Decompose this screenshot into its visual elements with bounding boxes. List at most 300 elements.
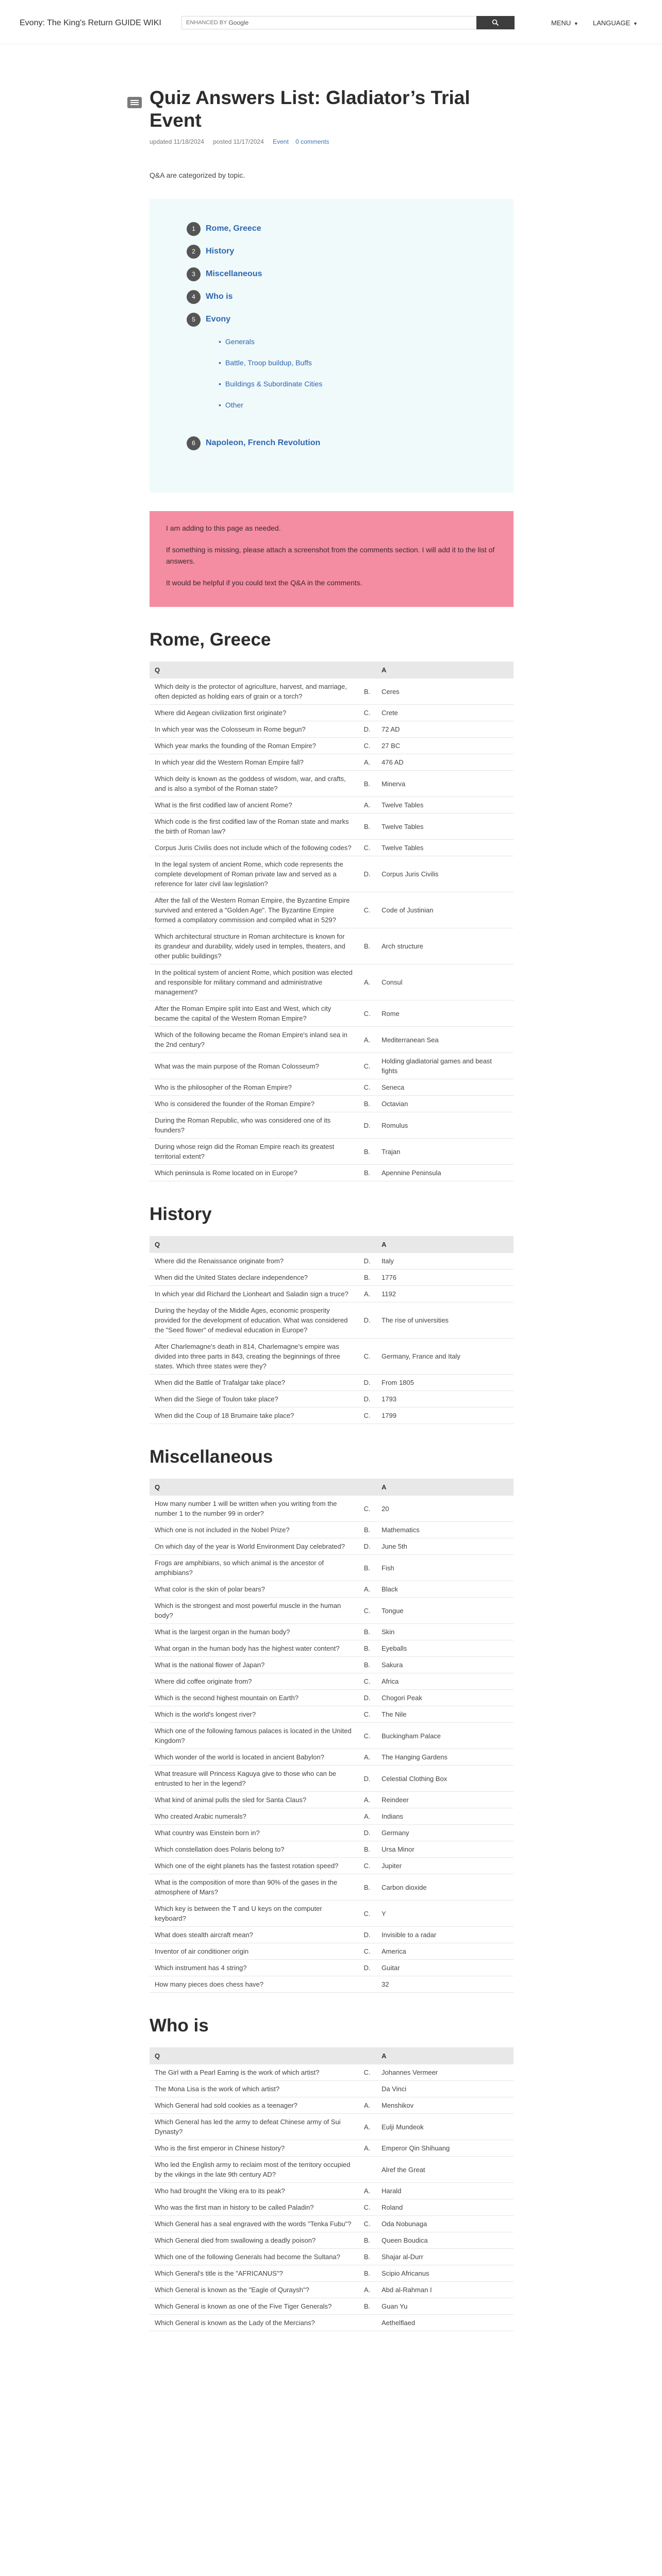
table-row	[150, 1139, 514, 1165]
table-row	[150, 1053, 514, 1079]
question-cell: In the political system of ancient Rome, which position was elected and responsible for military command and administrative management?	[150, 964, 358, 1001]
toc-item-evony[interactable]	[187, 308, 476, 331]
answer-letter-cell: A.	[358, 1749, 376, 1766]
answer-letter-cell	[358, 2315, 376, 2331]
answer-letter-cell: C.	[358, 892, 376, 928]
answer-cell: Oda Nobunaga	[376, 2216, 514, 2232]
search-button[interactable]	[476, 16, 515, 29]
question-cell: What treasure will Princess Kaguya give to those who can be entrusted to her in the legend?	[150, 1766, 358, 1792]
answer-letter-cell: D.	[358, 1690, 376, 1706]
table-row	[150, 1079, 514, 1096]
notice-paragraph: It would be helpful if you could text the Q&A in the comments.	[166, 579, 362, 587]
question-cell: Who was the first man in history to be called Paladin?	[150, 2199, 358, 2216]
answer-letter-cell: B.	[358, 2265, 376, 2282]
answer-letter-cell: B.	[358, 771, 376, 797]
question-cell: Who had brought the Viking era to its peak?	[150, 2183, 358, 2199]
answer-cell: 1192	[376, 1286, 514, 1302]
answer-letter-cell: D.	[358, 856, 376, 892]
table-row	[150, 1825, 514, 1841]
question-cell: During the Roman Republic, who was considered one of its founders?	[150, 1112, 358, 1139]
question-cell: Which General is known as the "Eagle of Quraysh"?	[150, 2282, 358, 2298]
answer-letter-cell: A.	[358, 2282, 376, 2298]
question-cell: Which is the strongest and most powerful muscle in the human body?	[150, 1598, 358, 1624]
qa-sections	[150, 630, 514, 2331]
answer-letter-cell: D.	[358, 1375, 376, 1391]
question-cell: In which year did Richard the Lionheart and Saladin sign a truce?	[150, 1286, 358, 1302]
answer-letter-cell: D.	[358, 721, 376, 738]
question-cell: What is the first codified law of ancient Rome?	[150, 797, 358, 814]
language-button[interactable]	[593, 19, 638, 27]
toc-item-history[interactable]	[187, 240, 476, 263]
question-cell: What is the largest organ in the human body?	[150, 1624, 358, 1640]
table-row	[150, 797, 514, 814]
table-row	[150, 1581, 514, 1598]
answer-cell: Roland	[376, 2199, 514, 2216]
answer-cell: Guan Yu	[376, 2298, 514, 2315]
question-cell: Which code is the first codified law of the Roman state and marks the birth of Roman law?	[150, 814, 358, 840]
notice-paragraph: I am adding to this page as needed.	[166, 524, 281, 532]
answer-cell: Trajan	[376, 1139, 514, 1165]
answer-cell: Jupiter	[376, 1858, 514, 1874]
answer-cell: The rise of universities	[376, 1302, 514, 1338]
table-row	[150, 1555, 514, 1581]
answer-cell: 32	[376, 1976, 514, 1993]
toc-subitem-buildings-subordinate-cities[interactable]: • Buildings & Subordinate Cities	[219, 373, 476, 394]
table-row	[150, 2265, 514, 2282]
question-cell: When did the United States declare independence?	[150, 1269, 358, 1286]
answer-cell: Eyeballs	[376, 1640, 514, 1657]
answer-letter-cell: C.	[358, 1079, 376, 1096]
answer-letter-cell: D.	[358, 1391, 376, 1408]
toc-item-who-is[interactable]	[187, 285, 476, 308]
answer-cell: Twelve Tables	[376, 797, 514, 814]
table-row	[150, 2249, 514, 2265]
answer-letter-cell: D.	[358, 1253, 376, 1269]
answer-cell: Holding gladiatorial games and beast fights	[376, 1053, 514, 1079]
question-cell: After the Roman Empire split into East and West, which city became the capital of the Western Roman Empire?	[150, 1001, 358, 1027]
answer-letter-cell: B.	[358, 1139, 376, 1165]
posted-date: posted 11/17/2024	[213, 138, 264, 145]
table-row	[150, 705, 514, 721]
table-row	[150, 2216, 514, 2232]
table-row	[150, 1253, 514, 1269]
answer-cell: Emperor Qin Shihuang	[376, 2140, 514, 2157]
answer-cell: Mediterranean Sea	[376, 1027, 514, 1053]
toc-number: 1	[187, 222, 201, 236]
table-row	[150, 2064, 514, 2081]
answer-letter-cell: D.	[358, 1825, 376, 1841]
question-cell: Corpus Juris Civilis does not include which of the following codes?	[150, 840, 358, 856]
question-cell: Which General is known as the Lady of the Mercians?	[150, 2315, 358, 2331]
answer-letter-cell: C.	[358, 1001, 376, 1027]
answer-letter-cell: A.	[358, 1792, 376, 1808]
answer-cell: Germany, France and Italy	[376, 1338, 514, 1375]
answer-letter-cell: A.	[358, 1808, 376, 1825]
question-cell: Which deity is the protector of agriculture, harvest, and marriage, often depicted as holding ears of grain or a torch?	[150, 679, 358, 705]
answer-letter-cell: B.	[358, 1624, 376, 1640]
table-row	[150, 1538, 514, 1555]
article	[150, 44, 514, 2331]
answer-letter-cell: A.	[358, 1581, 376, 1598]
table-row	[150, 2140, 514, 2157]
toc-label: Rome, Greece	[206, 224, 261, 233]
answer-cell: Guitar	[376, 1960, 514, 1976]
answer-letter-cell: A.	[358, 754, 376, 771]
section-heading-history: History	[150, 1204, 212, 1224]
table-row	[150, 2282, 514, 2298]
answer-letter-cell: C.	[358, 1598, 376, 1624]
answer-letter-cell: D.	[358, 1538, 376, 1555]
answer-cell: 1793	[376, 1391, 514, 1408]
table-row	[150, 1841, 514, 1858]
section-heading-miscellaneous: Miscellaneous	[150, 1447, 273, 1467]
answer-letter-cell: D.	[358, 1960, 376, 1976]
toc-subitem-battle-troop-buildup-buffs[interactable]: • Battle, Troop buildup, Buffs	[219, 352, 476, 373]
table-row	[150, 721, 514, 738]
question-cell: During whose reign did the Roman Empire reach its greatest territorial extent?	[150, 1139, 358, 1165]
table-row	[150, 840, 514, 856]
table-header-row	[150, 1479, 514, 1496]
table-row	[150, 1112, 514, 1139]
question-cell: Which constellation does Polaris belong to?	[150, 1841, 358, 1858]
answer-letter-cell: C.	[358, 1706, 376, 1723]
answer-letter-cell: B.	[358, 1522, 376, 1538]
answer-letter-cell: D.	[358, 1766, 376, 1792]
answer-cell: Shajar al-Durr	[376, 2249, 514, 2265]
question-cell: What color is the skin of polar bears?	[150, 1581, 358, 1598]
question-cell: The Girl with a Pearl Earring is the work of which artist?	[150, 2064, 358, 2081]
answer-cell: Menshikov	[376, 2097, 514, 2114]
question-cell: What does stealth aircraft mean?	[150, 1927, 358, 1943]
answer-letter-cell: C.	[358, 1673, 376, 1690]
toc-number: 4	[187, 290, 201, 304]
table-row	[150, 1496, 514, 1522]
answer-letter-cell: C.	[358, 1053, 376, 1079]
toc-label: Who is	[206, 292, 233, 301]
table-row	[150, 1874, 514, 1901]
site-title[interactable]: Evony: The King's Return GUIDE WIKI	[20, 19, 161, 27]
answer-letter-cell: D.	[358, 1302, 376, 1338]
question-cell: Who is considered the founder of the Roman Empire?	[150, 1096, 358, 1112]
answer-letter-cell: B.	[358, 1640, 376, 1657]
answer-letter-cell: D.	[358, 1927, 376, 1943]
answer-cell: Indians	[376, 1808, 514, 1825]
answer-letter-cell: A.	[358, 2097, 376, 2114]
search-brand: Google	[228, 19, 249, 26]
answer-letter-cell: B.	[358, 814, 376, 840]
answer-cell: Italy	[376, 1253, 514, 1269]
qa-table-rome-greece	[150, 662, 514, 1181]
question-cell: When did the Coup of 18 Brumaire take place?	[150, 1408, 358, 1424]
toc-number: 2	[187, 245, 201, 259]
toc-subitem-generals[interactable]: • Generals	[219, 331, 476, 352]
question-cell: Who created Arabic numerals?	[150, 1808, 358, 1825]
menu-label: MENU	[551, 19, 571, 27]
answer-cell: Twelve Tables	[376, 814, 514, 840]
table-header-row	[150, 2047, 514, 2064]
question-cell: After Charlemagne's death in 814, Charlemagne's empire was divided into three parts in 843, creating the beginnings of three states. Which three states were they?	[150, 1338, 358, 1375]
question-cell: In which year was the Colosseum in Rome begun?	[150, 721, 358, 738]
page-title: Quiz Answers List: Gladiator’s Trial Event	[150, 87, 470, 131]
question-cell: How many pieces does chess have?	[150, 1976, 358, 1993]
answer-cell: Rome	[376, 1001, 514, 1027]
column-header-answer: A	[376, 662, 514, 679]
category-link[interactable]: Event	[273, 138, 289, 145]
question-cell: Which one of the eight planets has the fastest rotation speed?	[150, 1858, 358, 1874]
answer-cell: Eulji Mundeok	[376, 2114, 514, 2140]
column-header-question: Q	[150, 2047, 358, 2064]
answer-cell: Tongue	[376, 1598, 514, 1624]
table-row	[150, 1640, 514, 1657]
answer-cell: Africa	[376, 1673, 514, 1690]
search-input[interactable]	[181, 16, 476, 29]
table-row	[150, 1901, 514, 1927]
question-cell: During the heyday of the Middle Ages, economic prosperity provided for the development of education. What was considered the "Seed flower" of medieval education in Europe?	[150, 1302, 358, 1338]
toc-item-rome-greece[interactable]	[187, 217, 476, 240]
answer-cell: Corpus Juris Civilis	[376, 856, 514, 892]
answer-cell: 476 AD	[376, 754, 514, 771]
question-cell: Who is the first emperor in Chinese history?	[150, 2140, 358, 2157]
table-row	[150, 754, 514, 771]
toc-subitem-other[interactable]: • Other	[219, 394, 476, 415]
table-row	[150, 1657, 514, 1673]
column-header-answer: A	[376, 2047, 514, 2064]
table-row	[150, 1673, 514, 1690]
question-cell: Which one of the following Generals had become the Sultana?	[150, 2249, 358, 2265]
question-cell: In which year did the Western Roman Empire fall?	[150, 754, 358, 771]
question-cell: What is the national flower of Japan?	[150, 1657, 358, 1673]
answer-cell: 72 AD	[376, 721, 514, 738]
answer-cell: 1776	[376, 1269, 514, 1286]
table-row	[150, 679, 514, 705]
answer-letter-cell: C.	[358, 2064, 376, 2081]
question-cell: Which General has a seal engraved with the words "Tenka Fubu"?	[150, 2216, 358, 2232]
table-row	[150, 1690, 514, 1706]
search-prefix: ENHANCED BY	[186, 20, 227, 26]
question-cell: Which of the following became the Roman Empire's inland sea in the 2nd century?	[150, 1027, 358, 1053]
answer-cell: 27 BC	[376, 738, 514, 754]
column-header-letter	[358, 1479, 376, 1496]
site-header	[0, 0, 662, 44]
table-of-contents	[150, 199, 514, 493]
answer-letter-cell: C.	[358, 1408, 376, 1424]
table-row	[150, 2298, 514, 2315]
answer-letter-cell: A.	[358, 2183, 376, 2199]
table-row	[150, 1706, 514, 1723]
table-row	[150, 1338, 514, 1375]
table-row	[150, 2114, 514, 2140]
answer-letter-cell: A.	[358, 964, 376, 1001]
table-row	[150, 814, 514, 840]
answer-letter-cell: C.	[358, 1901, 376, 1927]
article-icon	[127, 97, 142, 108]
table-row	[150, 2315, 514, 2331]
question-cell: Which is the second highest mountain on Earth?	[150, 1690, 358, 1706]
column-header-letter	[358, 662, 376, 679]
table-row	[150, 1027, 514, 1053]
table-row	[150, 1976, 514, 1993]
answer-cell: Chogori Peak	[376, 1690, 514, 1706]
answer-cell: Minerva	[376, 771, 514, 797]
question-cell: Which General is known as one of the Five Tiger Generals?	[150, 2298, 358, 2315]
column-header-question: Q	[150, 1479, 358, 1496]
question-cell: What was the main purpose of the Roman Colosseum?	[150, 1053, 358, 1079]
comments-link[interactable]: 0 comments	[295, 138, 329, 145]
question-cell: Which one of the following famous palaces is located in the United Kingdom?	[150, 1723, 358, 1749]
answer-cell: Alref the Great	[376, 2157, 514, 2183]
answer-cell: America	[376, 1943, 514, 1960]
column-header-answer: A	[376, 1236, 514, 1253]
toc-label: Evony	[206, 315, 231, 324]
table-row	[150, 2081, 514, 2097]
section-heading-who-is: Who is	[150, 2015, 209, 2036]
question-cell: Frogs are amphibians, so which animal is the ancestor of amphibians?	[150, 1555, 358, 1581]
answer-letter-cell: C.	[358, 1496, 376, 1522]
table-row	[150, 1408, 514, 1424]
answer-cell: Twelve Tables	[376, 840, 514, 856]
answer-cell: Celestial Clothing Box	[376, 1766, 514, 1792]
table-row	[150, 1375, 514, 1391]
answer-cell: Carbon dioxide	[376, 1874, 514, 1901]
answer-cell: Ursa Minor	[376, 1841, 514, 1858]
table-row	[150, 964, 514, 1001]
table-row	[150, 2097, 514, 2114]
answer-letter-cell: B.	[358, 1165, 376, 1181]
answer-cell: Code of Justinian	[376, 892, 514, 928]
table-row	[150, 856, 514, 892]
qa-table-miscellaneous	[150, 1479, 514, 1993]
answer-letter-cell: A.	[358, 2140, 376, 2157]
answer-cell: Crete	[376, 705, 514, 721]
table-row	[150, 1096, 514, 1112]
question-cell: Which General has led the army to defeat Chinese army of Sui Dynasty?	[150, 2114, 358, 2140]
table-row	[150, 2183, 514, 2199]
answer-cell: Aethelflaed	[376, 2315, 514, 2331]
answer-cell: Sakura	[376, 1657, 514, 1673]
menu-button[interactable]	[551, 19, 578, 27]
question-cell: Which architectural structure in Roman architecture is known for its grandeur and durability, widely used in temples, theaters, and other public buildings?	[150, 928, 358, 964]
question-cell: On which day of the year is World Environment Day celebrated?	[150, 1538, 358, 1555]
answer-letter-cell: C.	[358, 1723, 376, 1749]
toc-number: 5	[187, 313, 201, 327]
answer-letter-cell: C.	[358, 1858, 376, 1874]
answer-cell: 20	[376, 1496, 514, 1522]
answer-letter-cell	[358, 2157, 376, 2183]
question-cell: After the fall of the Western Roman Empire, the Byzantine Empire survived and entered a "Golden Age". The Byzantine Empire formed a compilatory commission and compiled what in 529?	[150, 892, 358, 928]
search-icon	[492, 19, 499, 26]
table-row	[150, 1286, 514, 1302]
updated-date: updated 11/18/2024	[150, 138, 204, 145]
answer-cell: Octavian	[376, 1096, 514, 1112]
table-row	[150, 2232, 514, 2249]
table-row	[150, 1302, 514, 1338]
answer-letter-cell: C.	[358, 738, 376, 754]
toc-list	[187, 217, 476, 331]
answer-cell: Johannes Vermeer	[376, 2064, 514, 2081]
answer-letter-cell: B.	[358, 679, 376, 705]
answer-cell: Romulus	[376, 1112, 514, 1139]
question-cell: How many number 1 will be written when you writing from the number 1 to the number 99 in order?	[150, 1496, 358, 1522]
answer-letter-cell: C.	[358, 1943, 376, 1960]
question-cell: The Mona Lisa is the work of which artist?	[150, 2081, 358, 2097]
question-cell: Which key is between the T and U keys on the computer keyboard?	[150, 1901, 358, 1927]
chevron-down-icon: ▼	[573, 21, 578, 26]
answer-letter-cell: C.	[358, 2216, 376, 2232]
toc-label: Miscellaneous	[206, 269, 262, 278]
answer-cell: Fish	[376, 1555, 514, 1581]
search-form	[181, 16, 515, 29]
question-cell: Which instrument has 4 string?	[150, 1960, 358, 1976]
table-row	[150, 1808, 514, 1825]
answer-letter-cell: C.	[358, 1338, 376, 1375]
column-header-question: Q	[150, 1236, 358, 1253]
answer-letter-cell: B.	[358, 1096, 376, 1112]
answer-letter-cell	[358, 1976, 376, 1993]
answer-cell: Abd al-Rahman I	[376, 2282, 514, 2298]
table-row	[150, 2199, 514, 2216]
question-cell: In the legal system of ancient Rome, which code represents the complete development of Roman private law and served as a reference for later civil law legislation?	[150, 856, 358, 892]
table-row	[150, 1723, 514, 1749]
question-cell: Which deity is known as the goddess of wisdom, war, and crafts, and is also a symbol of the Roman state?	[150, 771, 358, 797]
answer-letter-cell: A.	[358, 2114, 376, 2140]
table-row	[150, 892, 514, 928]
table-row	[150, 1858, 514, 1874]
answer-cell: Skin	[376, 1624, 514, 1640]
table-row	[150, 1943, 514, 1960]
toc-label: Napoleon, French Revolution	[206, 438, 321, 447]
table-header-row	[150, 1236, 514, 1253]
answer-letter-cell: B.	[358, 2249, 376, 2265]
answer-cell: Arch structure	[376, 928, 514, 964]
column-header-letter	[358, 1236, 376, 1253]
answer-cell: Da Vinci	[376, 2081, 514, 2097]
answer-letter-cell: B.	[358, 1841, 376, 1858]
answer-cell: The Hanging Gardens	[376, 1749, 514, 1766]
intro-text: Q&A are categorized by topic.	[150, 171, 245, 179]
answer-cell: The Nile	[376, 1706, 514, 1723]
article-header	[150, 44, 514, 145]
table-row	[150, 1522, 514, 1538]
table-row	[150, 1624, 514, 1640]
answer-letter-cell: B.	[358, 928, 376, 964]
table-row	[150, 1927, 514, 1943]
table-row	[150, 738, 514, 754]
answer-letter-cell: B.	[358, 1269, 376, 1286]
question-cell: Which wonder of the world is located in ancient Babylon?	[150, 1749, 358, 1766]
answer-letter-cell: A.	[358, 1027, 376, 1053]
answer-cell: Consul	[376, 964, 514, 1001]
toc-label: History	[206, 247, 235, 256]
table-row	[150, 1598, 514, 1624]
toc-number: 6	[187, 436, 201, 450]
qa-table-history	[150, 1236, 514, 1424]
column-header-question: Q	[150, 662, 358, 679]
answer-cell: Apennine Peninsula	[376, 1165, 514, 1181]
answer-letter-cell	[358, 2081, 376, 2097]
question-cell: When did the Battle of Trafalgar take place?	[150, 1375, 358, 1391]
answer-cell: Scipio Africanus	[376, 2265, 514, 2282]
toc-item-napoleon[interactable]	[187, 432, 476, 454]
answer-letter-cell: A.	[358, 797, 376, 814]
answer-letter-cell: A.	[358, 1286, 376, 1302]
toc-item-miscellaneous[interactable]	[187, 263, 476, 285]
question-cell: Who is the philosopher of the Roman Empire?	[150, 1079, 358, 1096]
question-cell: Which peninsula is Rome located on in Europe?	[150, 1165, 358, 1181]
answer-letter-cell: D.	[358, 1112, 376, 1139]
answer-cell: 1799	[376, 1408, 514, 1424]
question-cell: What organ in the human body has the highest water content?	[150, 1640, 358, 1657]
language-label: LANGUAGE	[593, 19, 631, 27]
